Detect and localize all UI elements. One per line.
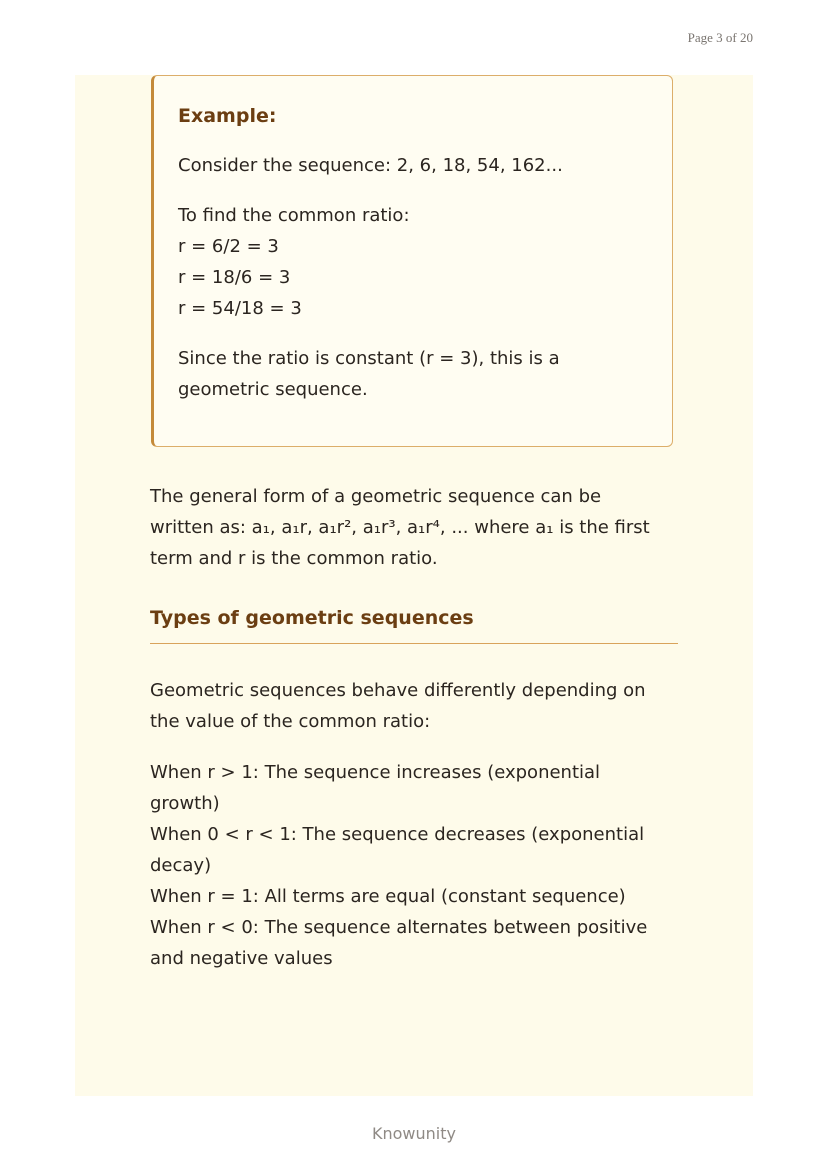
behavior-paragraph [150,675,680,737]
example-step: r = 54/18 = 3 [178,298,302,319]
case-line: When r < 0: The sequence alternates between positive [150,917,648,938]
case-line: decay) [150,855,212,876]
example-step: r = 6/2 = 3 [178,236,279,257]
page-number: Page 3 of 20 [687,30,753,45]
ratio-cases-list [150,757,680,974]
example-conclusion: geometric sequence. [178,379,368,400]
paragraph-line: written as: a₁, a₁r, a₁r², a₁r³, a₁r⁴, ... where a₁ is the first [150,517,650,538]
example-title: Example: [178,105,277,127]
content-page [75,75,753,1096]
paragraph-line: the value of the common ratio: [150,711,431,732]
case-line: and negative values [150,948,333,969]
case-line: When 0 < r < 1: The sequence decreases (exponential [150,824,645,845]
example-sequence: Consider the sequence: 2, 6, 18, 54, 162... [178,155,563,176]
section-divider [150,643,678,644]
footer-brand: Knowunity [372,1124,456,1143]
section-heading: Types of geometric sequences [150,607,474,629]
example-conclusion: Since the ratio is constant (r = 3), this is a [178,348,560,369]
example-step: r = 18/6 = 3 [178,267,291,288]
example-callout [151,75,673,447]
general-form-paragraph [150,481,680,574]
paragraph-line: The general form of a geometric sequence can be [150,486,602,507]
case-line: When r > 1: The sequence increases (exponential [150,762,601,783]
paragraph-line: Geometric sequences behave differently depending on [150,680,646,701]
example-find-ratio-label: To find the common ratio: [178,205,410,226]
paragraph-line: term and r is the common ratio. [150,548,438,569]
case-line: When r = 1: All terms are equal (constant sequence) [150,886,626,907]
case-line: growth) [150,793,220,814]
